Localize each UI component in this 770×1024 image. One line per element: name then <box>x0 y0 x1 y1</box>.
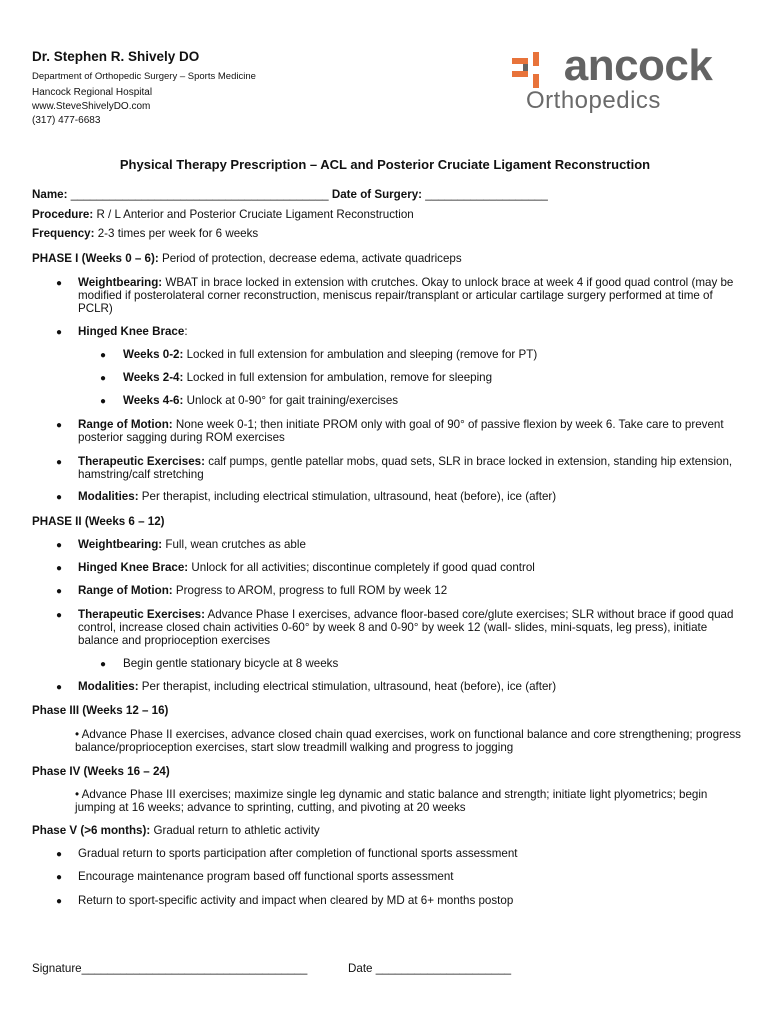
phase1-rom-label: Range of Motion: <box>78 418 173 431</box>
name-label: Name: <box>32 188 68 201</box>
weeks-0-2-label: Weeks 0-2: <box>123 348 184 361</box>
department: Department of Orthopedic Surgery – Sports Medicine <box>32 71 256 82</box>
name-field[interactable]: ________________________________________ <box>70 188 329 201</box>
bullet-icon: ● <box>100 396 107 407</box>
bullet-icon: ● <box>56 896 63 907</box>
weeks-2-4-text: Locked in full extension for ambulation, remove for sleeping <box>186 371 493 384</box>
frequency-line <box>32 227 258 240</box>
bullet-icon: ● <box>56 540 63 551</box>
date-field[interactable]: Date _____________________ <box>348 962 512 975</box>
website-link[interactable]: www.SteveShivelyDO.com <box>32 101 151 112</box>
phase1-wb-text: WBAT in brace locked in extension with crutches. Okay to unlock brace at week 4 if good quad control (may be modified if posterolateral corner reconstruction, meniscus repair/transplant or articular cartilage surgery performed at time of PCLR) <box>78 276 734 315</box>
phase1-rom-text: None week 0-1; then initiate PROM only with goal of 90° of passive flexion by week 6. Take care to prevent posterior sagging during ROM exercises <box>78 418 724 444</box>
weeks-0-2-text: Locked in full extension for ambulation and sleeping (remove for PT) <box>186 348 538 361</box>
letterhead <box>32 49 256 128</box>
phase5-item-3: Return to sport-specific activity and impact when cleared by MD at 6+ months postop <box>78 894 514 907</box>
bullet-icon: ● <box>56 610 63 621</box>
phase1-desc: Period of protection, decrease edema, activate quadriceps <box>161 252 462 265</box>
phase1-modalities <box>78 490 743 503</box>
bullet-icon: ● <box>56 586 63 597</box>
bullet-icon: ● <box>100 373 107 384</box>
bullet-icon: ● <box>100 350 107 361</box>
surgery-date-field[interactable]: ___________________ <box>425 188 548 201</box>
weeks-2-4-label: Weeks 2-4: <box>123 371 184 384</box>
phase2-bicycle: Begin gentle stationary bicycle at 8 weeks <box>123 657 339 670</box>
phase1-brace-label: Hinged Knee Brace <box>78 325 185 338</box>
phase5-label: Phase V (>6 months): <box>32 824 151 837</box>
hancock-orthopedics-logo <box>512 41 744 116</box>
hospital-name: Hancock Regional Hospital <box>32 87 153 98</box>
phase1-exercises <box>78 455 743 481</box>
phase4-heading: Phase IV (Weeks 16 – 24) <box>32 765 170 778</box>
phase1-weeks-0-2 <box>123 348 743 361</box>
phase1-label: PHASE I (Weeks 0 – 6): <box>32 252 159 265</box>
phase5-item-2: Encourage maintenance program based off functional sports assessment <box>78 870 454 883</box>
phase3-text: • Advance Phase II exercises, advance closed chain quad exercises, work on functional balance and core strengthening; progress balance/proprioception exercises, start slow treadmill walking and progress to jogging <box>75 728 741 754</box>
phase2-rom-text: Progress to AROM, progress to full ROM by week 12 <box>175 584 448 597</box>
frequency-label: Frequency: <box>32 227 95 240</box>
procedure-line <box>32 208 414 221</box>
name-line <box>32 188 548 201</box>
phase1-weeks-2-4 <box>123 371 743 384</box>
bullet-icon: ● <box>56 327 63 338</box>
phase1-weightbearing <box>78 276 743 315</box>
phase1-ex-label: Therapeutic Exercises: <box>78 455 205 468</box>
weeks-4-6-label: Weeks 4-6: <box>123 394 184 407</box>
phase1-range-of-motion <box>78 418 743 444</box>
phase1-wb-label: Weightbearing: <box>78 276 163 289</box>
logo-wordmark: ancock <box>563 41 713 90</box>
phase2-modalities <box>78 680 743 693</box>
phase2-brace <box>78 561 743 574</box>
bullet-icon: ● <box>56 849 63 860</box>
hancock-h-logo-icon <box>512 52 556 88</box>
phase1-heading <box>32 252 462 265</box>
phase2-wb-label: Weightbearing: <box>78 538 163 551</box>
phase3-heading: Phase III (Weeks 12 – 16) <box>32 704 169 717</box>
bullet-icon: ● <box>56 682 63 693</box>
phase5-heading <box>32 824 320 837</box>
phase5-item-1: Gradual return to sports participation after completion of functional sports assessment <box>78 847 518 860</box>
bullet-icon: ● <box>56 492 63 503</box>
phase1-mod-text: Per therapist, including electrical stimulation, ultrasound, heat (before), ice (after) <box>141 490 557 503</box>
phone-number: (317) 477-6683 <box>32 115 101 126</box>
bullet-icon: ● <box>56 457 63 468</box>
phase2-heading: PHASE II (Weeks 6 – 12) <box>32 515 165 528</box>
phase2-brace-text: Unlock for all activities; discontinue completely if good quad control <box>191 561 535 574</box>
phase1-weeks-4-6 <box>123 394 743 407</box>
phase1-brace <box>78 325 743 338</box>
phase5-desc: Gradual return to athletic activity <box>153 824 320 837</box>
surgery-date-label: Date of Surgery: <box>331 188 423 201</box>
bullet-icon: ● <box>56 563 63 574</box>
phase1-brace-colon: : <box>184 325 188 338</box>
phase2-weightbearing <box>78 538 743 551</box>
doctor-name: Dr. Stephen R. Shively DO <box>32 49 200 64</box>
phase2-wb-text: Full, wean crutches as able <box>165 538 306 551</box>
weeks-4-6-text: Unlock at 0-90° for gait training/exercises <box>186 394 399 407</box>
phase2-range-of-motion <box>78 584 743 597</box>
bullet-icon: ● <box>56 278 63 289</box>
phase2-ex-label: Therapeutic Exercises: <box>78 608 205 621</box>
phase2-rom-label: Range of Motion: <box>78 584 173 597</box>
procedure-label: Procedure: <box>32 208 94 221</box>
frequency-value: 2-3 times per week for 6 weeks <box>97 227 259 240</box>
procedure-value: R / L Anterior and Posterior Cruciate Ligament Reconstruction <box>96 208 414 221</box>
phase2-ex-text: Advance Phase I exercises, advance floor-based core/glute exercises; SLR without brace if good quad control, increase closed chain activities 0-60° by week 8 and 0-90° by week 12 (wall- slides, mini-squats, leg press), initiate balance and proprioception exercises <box>78 608 734 647</box>
phase2-brace-label: Hinged Knee Brace: <box>78 561 189 574</box>
logo-subtitle: Orthopedics <box>526 87 661 114</box>
bullet-icon: ● <box>100 659 107 670</box>
phase1-ex-text: calf pumps, gentle patellar mobs, quad sets, SLR in brace locked in extension, standing hip extension, hamstring/calf stretching <box>78 455 733 481</box>
signature-field[interactable]: Signature___________________________________ <box>32 962 308 975</box>
bullet-icon: ● <box>56 420 63 431</box>
phase2-mod-label: Modalities: <box>78 680 139 693</box>
phase2-exercises <box>78 608 743 647</box>
phase4-text: • Advance Phase III exercises; maximize single leg dynamic and static balance and strength; initiate light plyometrics; begin jumping at 16 weeks; advance to sprinting, cutting, and pivoting at 20 weeks <box>75 788 708 814</box>
document-title: Physical Therapy Prescription – ACL and Posterior Cruciate Ligament Reconstruction <box>119 157 651 172</box>
phase1-mod-label: Modalities: <box>78 490 139 503</box>
phase2-mod-text: Per therapist, including electrical stimulation, ultrasound, heat (before), ice (after) <box>141 680 557 693</box>
bullet-icon: ● <box>56 872 63 883</box>
